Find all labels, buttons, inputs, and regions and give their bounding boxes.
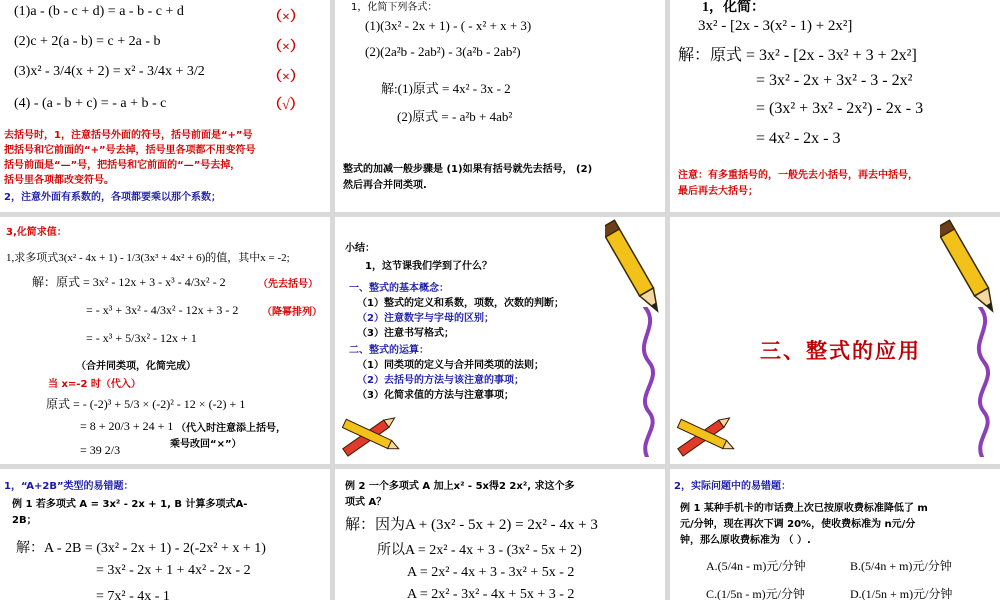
slide-2[interactable] [335,0,665,212]
slide3-line-4: = 4x² - 2x - 3 [756,130,841,147]
slide4-line-6: = 39 2/3 [80,443,121,457]
slide4-tag-2: （降幂排列） [262,307,322,318]
slide1-note-2: 2，注意外面有系数的，各项都要乘以那个系数； [4,192,221,203]
slide4-line-5: = 8 + 20/3 + 24 + 1 [80,419,174,433]
slide1-note-1c: 括号前面是“—”号，把括号和它前面的“—”号去掉， [4,160,241,171]
slide4-line-1: 解：原式 = 3x² - 12x + 3 - x³ - 4/3x² - 2 [32,275,226,289]
slide3-question: 3x² - [2x - 3(x² - 1) + 2x²] [698,18,853,34]
slide4-tag-5a: （代入时注意添上括号， [176,423,286,434]
slide-7[interactable] [0,469,330,600]
slide4-tag-4: 当 x=-2 时（代入） [48,379,141,390]
squiggle-decoration [968,307,998,457]
slide9-option-a[interactable]: A.(5/4n - m)元/分钟 [706,559,806,573]
slide8-line-2: 所以A = 2x² - 4x + 3 - (3x² - 5x + 2) [377,543,582,558]
slide1-note-1d: 括号里各项都改变符号。 [4,175,114,186]
slide1-row-2: (2)c + 2(a - b) = c + 2a - b [14,34,161,49]
slide4-line-2: = - x³ + 3x² - 4/3x² - 12x + 3 - 2 [86,303,239,317]
slide7-line-1: 解：A - 2B = (3x² - 2x + 1) - 2(-2x² + x + 1) [16,541,266,556]
slide4-question: 1,求多项式3(x² - 4x + 1) - 1/3(3x³ + 4x² + 6)的值，其中x = -2; [6,252,290,264]
slide5-item-1a: （1）整式的定义和系数，项数，次数的判断； [357,298,564,309]
slide5-question: 1，这节课我们学到了什么？ [365,261,492,272]
slide9-question-3: 钟，那么原收费标准为 （ ）. [680,535,811,546]
slide3-line-1: 解：原式 = 3x² - [2x - 3x² + 3 + 2x²] [678,47,917,64]
slide7-line-2: = 3x² - 2x + 1 + 4x² - 2x - 2 [96,563,251,578]
slide1-note-1b: 把括号和它前面的“+”号去掉，括号里各项都不用变符号 [4,145,256,156]
slide5-heading: 小结： [345,243,375,254]
slide8-question-1: 例 2 一个多项式 A 加上x² - 5x得2 2x², 求这个多 [345,481,575,492]
slide9-option-b[interactable]: B.(5/4n + m)元/分钟 [850,559,952,573]
slide1-row-4: (4) - (a - b + c) = - a + b - c [14,96,167,111]
slide4-line-3: = - x³ + 5/3x² - 12x + 1 [86,331,197,345]
slide5-item-1c: （3）注意书写格式； [357,328,454,339]
slide7-heading: 1，“A+2B”类型的易错题： [4,481,134,492]
slide3-line-2: = 3x² - 2x + 3x² - 3 - 2x² [756,72,913,89]
crossed-pencils-icon [670,407,740,464]
slide1-mark-2: （×） [268,40,304,55]
slide9-question-2: 元/分钟，现在再次下调 20%，使收费标准为 n元/分 [680,519,916,530]
slide8-question-2: 项式 A？ [345,497,387,508]
squiggle-decoration [633,307,663,457]
slide1-row-3: (3)x² - 3/4(x + 2) = x² - 3/4x + 3/2 [14,64,205,79]
slide2-summary-2: 然后再合并同类项. [343,180,427,191]
slide2-question-1: (1)(3x² - 2x + 1) - ( - x² + x + 3) [365,18,532,33]
slide2-question-2: (2)(2a²b - 2ab²) - 3(a²b - 2ab²) [365,44,521,59]
slide4-line-4: 原式 = - (-2)³ + 5/3 × (-2)² - 12 × (-2) + 1 [46,397,246,411]
slide-1[interactable] [0,0,330,212]
slide6-title: 三、整式的应用 [760,339,921,363]
slide2-answer-1: 解:(1)原式 = 4x² - 3x - 2 [381,81,511,96]
slide-6[interactable] [670,217,1000,464]
slide4-tag-3: （合并同类项，化简完成） [76,361,196,372]
slide4-heading: 3,化简求值： [6,227,67,238]
slide9-option-c[interactable]: C.(1/5n - m)元/分钟 [706,587,805,600]
slide5-section-1: 一、整式的基本概念： [349,283,449,294]
slide9-question-1: 例 1 某种手机卡的市话费上次已按原收费标准降低了 m [680,503,928,514]
slide4-tag-1: （先去括号） [258,279,318,290]
slide1-mark-1: （×） [268,10,304,25]
slide-9[interactable] [670,469,1000,600]
slide1-note-1a: 去括号时，1，注意括号外面的符号，括号前面是“+”号 [4,130,253,141]
slide4-tag-5b: 乘号改回“×”） [170,439,242,450]
slide3-note-2: 最后再去大括号； [678,186,758,197]
slide5-section-2: 二、整式的运算： [349,345,429,356]
slide3-note-1: 注意：有多重括号的，一般先去小括号，再去中括号， [678,170,918,181]
slide-8[interactable] [335,469,665,600]
slide-5[interactable] [335,217,665,464]
slide8-line-4: A = 2x² - 3x² - 4x + 5x + 3 - 2 [407,587,575,600]
slide2-answer-2: (2)原式 = - a²b + 4ab² [397,109,513,124]
slide2-heading: 1，化简下列各式： [351,2,438,13]
slide5-item-2b: （2）去括号的方法与该注意的事项； [357,375,524,386]
slide8-line-1: 解：因为A + (3x² - 5x + 2) = 2x² - 4x + 3 [345,517,598,533]
slide3-line-3: = (3x² + 3x² - 2x²) - 2x - 3 [756,100,924,117]
slide7-question-1: 例 1 若多项式 A = 3x² - 2x + 1, B 计算多项式A- [12,499,248,510]
slide7-question-2: 2B； [12,515,37,526]
slide-4[interactable] [0,217,330,464]
slide3-heading: 1，化简： [702,0,765,15]
slide-3[interactable] [670,0,1000,212]
slide1-mark-4: （√） [268,98,304,113]
slide5-item-2a: （1）同类项的定义与合并同类项的法则； [357,360,544,371]
slide8-line-3: A = 2x² - 4x + 3 - 3x² + 5x - 2 [407,565,575,580]
slide2-summary-1: 整式的加减一般步骤是 (1)如果有括号就先去括号， (2) [343,164,593,175]
slide5-item-1b: （2）注意数字与字母的区别； [357,313,494,324]
crossed-pencils-icon [335,407,405,464]
slide5-item-2c: （3）化简求值的方法与注意事项； [357,390,514,401]
slide1-mark-3: （×） [268,70,304,85]
slide1-row-1: (1)a - (b - c + d) = a - b - c + d [14,4,184,19]
slide9-option-d[interactable]: D.(1/5n + m)元/分钟 [850,587,953,600]
slide7-line-3: = 7x² - 4x - 1 [96,589,170,600]
slide9-heading: 2，实际问题中的易错题： [674,481,791,492]
